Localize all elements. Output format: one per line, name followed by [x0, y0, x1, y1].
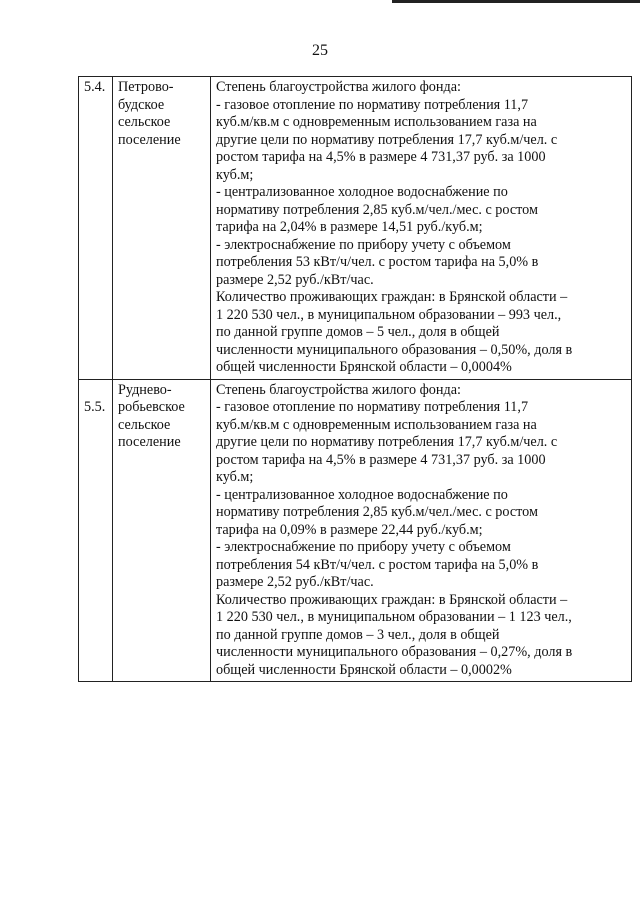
description-line: размере 2,52 руб./кВт/час.	[216, 271, 374, 288]
description-line: размере 2,52 руб./кВт/час.	[216, 574, 374, 590]
description-line: другие цели по нормативу потребления 17,7 куб.м/чел. с	[216, 434, 558, 450]
description-line: Степень благоустройства жилого фонда:	[216, 381, 461, 398]
description-line: Количество проживающих граждан: в Брянской области –	[216, 591, 568, 608]
description-line: нормативу потребления 2,85 куб.м/чел./мес. с ростом	[216, 201, 538, 218]
description-line: нормативу потребления 2,85 куб.м/чел./мес. с ростом	[216, 504, 538, 520]
row-number-cell	[79, 379, 113, 682]
settlement-name-line: Руднево-	[118, 381, 172, 398]
description-line: - газовое отопление по нормативу потребления 11,7	[216, 96, 529, 113]
description-line: - централизованное холодное водоснабжение по	[216, 184, 508, 200]
description-line: куб.м;	[216, 166, 254, 183]
table-row	[79, 77, 632, 380]
row-number: 5.4.	[84, 79, 106, 95]
description-line: - централизованное холодное водоснабжение по	[216, 486, 508, 503]
settlement-name-line: Петрово-	[118, 79, 174, 95]
settlement-name-line: будское	[118, 96, 165, 113]
description-line: - электроснабжение по прибору учету с объемом	[216, 236, 511, 253]
description-cell	[211, 379, 632, 682]
description-line: куб.м;	[216, 469, 254, 485]
description-line: ростом тарифа на 4,5% в размере 4 731,37 руб. за 1000	[216, 149, 546, 165]
settlement-name-line: сельское	[118, 416, 171, 433]
settlement-name-line: робьевское	[118, 399, 185, 415]
description-line: тарифа на 0,09% в размере 22,44 руб./куб.м;	[216, 521, 483, 538]
description-line: численности муниципального образования – 0,50%, доля в	[216, 341, 573, 358]
description-line: ростом тарифа на 4,5% в размере 4 731,37 руб. за 1000	[216, 451, 546, 468]
description-line: - газовое отопление по нормативу потребления 11,7	[216, 399, 529, 415]
description-line: 1 220 530 чел., в муниципальном образовании – 993 чел.,	[216, 306, 562, 323]
description-line: по данной группе домов – 5 чел., доля в общей	[216, 324, 500, 340]
row-number-cell	[79, 77, 113, 380]
description-line: общей численности Брянской области – 0,0002%	[216, 661, 512, 678]
description-line: куб.м/кв.м с одновременным использованием газа на	[216, 416, 537, 433]
description-line: тарифа на 2,04% в размере 14,51 руб./куб.м;	[216, 219, 483, 235]
description-line: Количество проживающих граждан: в Брянской области –	[216, 289, 568, 305]
description-line: 1 220 530 чел., в муниципальном образовании – 1 123 чел.,	[216, 609, 572, 625]
description-line: другие цели по нормативу потребления 17,7 куб.м/чел. с	[216, 131, 558, 148]
description-line: потребления 54 кВт/ч/чел. с ростом тарифа на 5,0% в	[216, 556, 539, 573]
description-line: общей численности Брянской области – 0,0004%	[216, 359, 512, 375]
settlement-name-line: поселение	[118, 434, 181, 450]
settlement-name-cell	[113, 379, 211, 682]
description-line: численности муниципального образования – 0,27%, доля в	[216, 644, 573, 660]
description-line: куб.м/кв.м с одновременным использованием газа на	[216, 114, 537, 130]
description-line: Степень благоустройства жилого фонда:	[216, 79, 461, 95]
top-rule	[392, 0, 640, 3]
description-cell	[211, 77, 632, 380]
settlement-name-line: сельское	[118, 114, 171, 130]
settlement-name-line: поселение	[118, 131, 181, 148]
description-line: - электроснабжение по прибору учету с объемом	[216, 539, 511, 555]
page-number: 25	[312, 42, 328, 59]
description-line: потребления 53 кВт/ч/чел. с ростом тарифа на 5,0% в	[216, 254, 539, 270]
settlement-name-cell	[113, 77, 211, 380]
data-table	[78, 76, 632, 682]
description-line: по данной группе домов – 3 чел., доля в общей	[216, 626, 500, 643]
row-number: 5.5.	[84, 398, 106, 415]
table-row	[79, 379, 632, 682]
